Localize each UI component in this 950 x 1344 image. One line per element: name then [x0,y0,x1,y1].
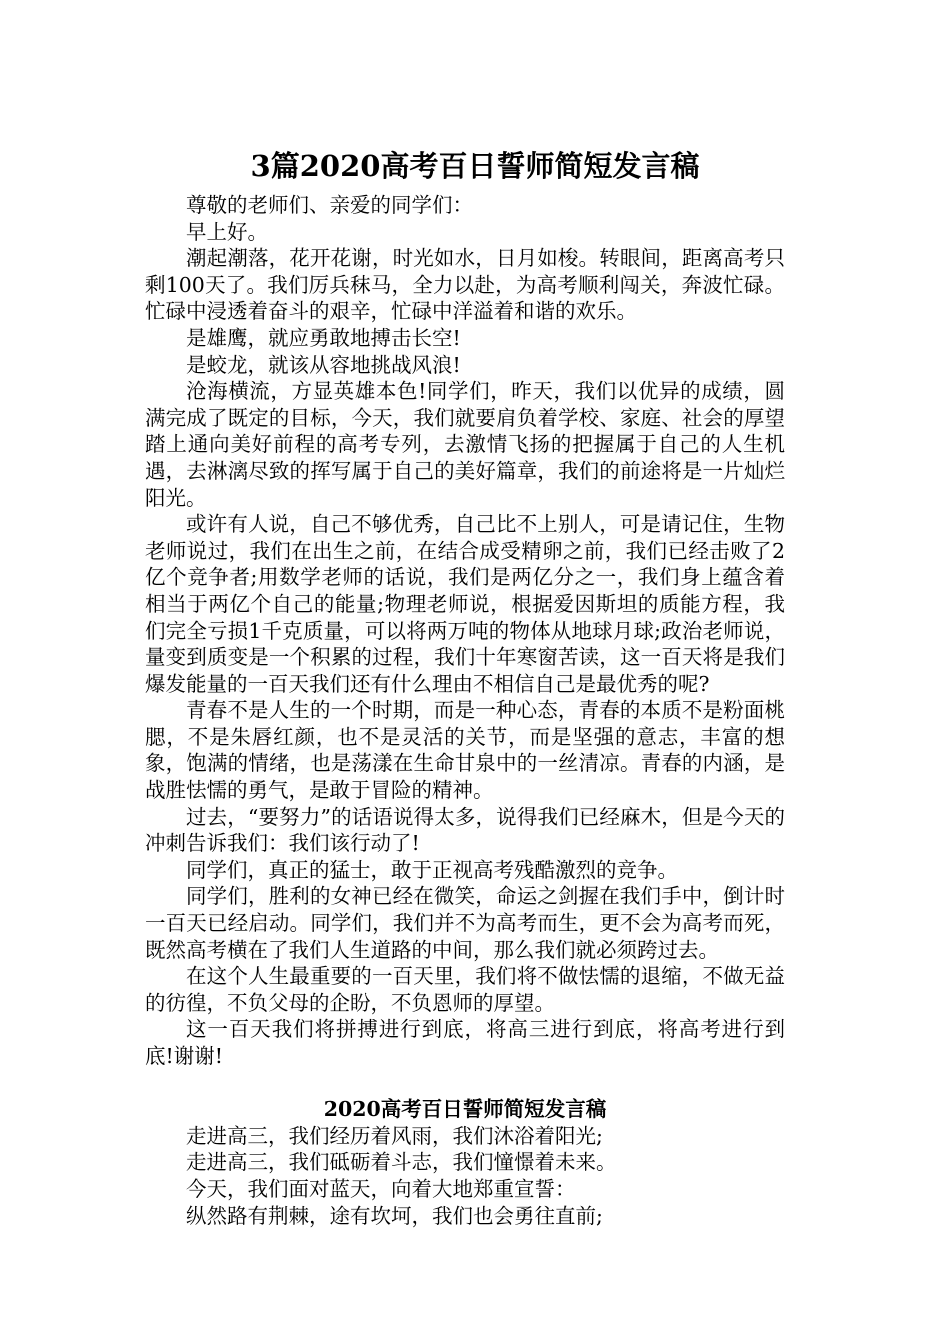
document-body [145,192,785,1229]
paragraph: 走进高三，我们砥砺着斗志，我们憧憬着未来。 [186,1150,617,1175]
paragraph: 沧海横流，方显英雄本色!同学们，昨天，我们以优异的成绩，圆满完成了既定的目标，今天，我们就要肩负着学校、家庭、社会的厚望踏上通向美好前程的高考专列，去激情飞扬的把握属于自己的人生机遇，去淋漓尽致的挥写属于自己的美好篇章，我们的前途将是一片灿烂阳光。 [145,379,785,510]
paragraph: 同学们，胜利的女神已经在微笑，命运之剑握在我们手中，倒计时一百天已经启动。同学们，我们并不为高考而生，更不会为高考而死，既然高考横在了我们人生道路的中间，那么我们就必须跨过去。 [145,884,785,962]
section-title: 2020高考百日誓师简短发言稿 [323,1097,607,1122]
paragraph: 走进高三，我们经历着风雨，我们沐浴着阳光; [186,1123,603,1148]
paragraph: 青春不是人生的一个时期，而是一种心态，青春的本质不是粉面桃腮，不是朱唇红颜，也不是灵活的关节，而是坚强的意志，丰富的想象，饱满的情绪，也是荡漾在生命甘泉中的一丝清凉。青春的内涵，是战胜怯懦的勇气，是敢于冒险的精神。 [145,698,785,803]
paragraph: 这一百天我们将拼搏进行到底，将高三进行到底，将高考进行到底!谢谢! [145,1017,785,1068]
paragraph: 今天，我们面对蓝天，向着大地郑重宣誓： [186,1176,576,1201]
paragraph: 在这个人生最重要的一百天里，我们将不做怯懦的退缩，不做无益的彷徨，不负父母的企盼，不负恩师的厚望。 [145,964,785,1015]
paragraph: 潮起潮落，花开花谢，时光如水，日月如梭。转眼间，距离高考只剩100天了。我们厉兵秣马，全力以赴，为高考顺利闯关，奔波忙碌。忙碌中浸透着奋斗的艰辛，忙碌中洋溢着和谐的欢乐。 [145,246,785,324]
paragraph: 是蛟龙，就该从容地挑战风浪! [186,352,461,377]
paragraph: 同学们，真正的猛士，敢于正视高考残酷激烈的竞争。 [186,857,678,882]
paragraph-greeting: 尊敬的老师们、亲爱的同学们： [186,193,473,217]
document-title: 3篇2020高考百日誓师简短发言稿 [250,149,700,183]
paragraph-good-morning: 早上好。 [186,219,268,244]
paragraph: 或许有人说，自己不够优秀，自己比不上别人，可是请记住，生物老师说过，我们在出生之前，在结合成受精卵之前，我们已经击败了2亿个竞争者;用数学老师的话说，我们是两亿分之一，我们身上蕴含着相当于两亿个自己的能量;物理老师说，根据爱因斯坦的质能方程，我们完全亏损1千克质量，可以将两万吨的物体从地球月球;政治老师说，量变到质变是一个积累的过程，我们十年寒窗苦读，这一百天将是我们爆发能量的一百天我们还有什么理由不相信自己是最优秀的呢? [145,512,785,696]
paragraph: 过去，“要努力”的话语说得太多，说得我们已经麻木，但是今天的冲刺告诉我们：我们该行动了! [145,804,785,856]
paragraph: 纵然路有荆棘，途有坎坷，我们也会勇往直前; [186,1203,603,1228]
paragraph: 是雄鹰，就应勇敢地搏击长空! [186,325,461,350]
